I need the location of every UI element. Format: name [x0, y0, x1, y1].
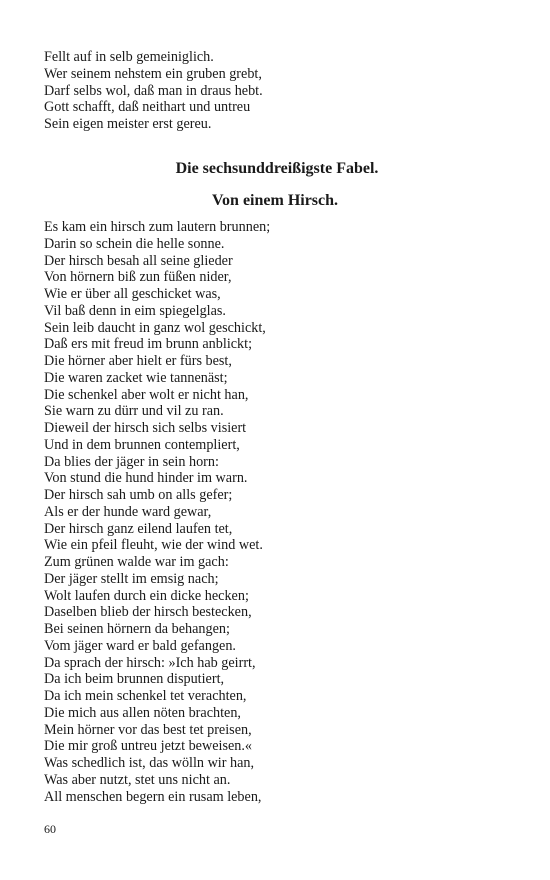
verse-line: Von stund die hund hinder im warn. [44, 470, 248, 487]
verse-line: Als er der hunde ward gewar, [44, 503, 212, 520]
verse-line: Daselben blieb der hirsch bestecken, [44, 604, 252, 621]
verse-line: Darf selbs wol, daß man in draus hebt. [44, 82, 263, 99]
verse-line: Zum grünen walde war im gach: [44, 554, 229, 570]
verse-line: Wie ein pfeil fleuht, wie der wind wet. [44, 537, 263, 554]
verse-line: Die hörner aber hielt er fürs best, [44, 353, 232, 369]
verse-line: Vil baß denn in eim spiegelglas. [44, 302, 226, 319]
verse-line: Der hirsch sah umb on alls gefer; [44, 487, 233, 503]
verse-line: Der hirsch besah all seine glieder [44, 252, 233, 269]
verse-line: Fellt auf in selb gemeiniglich. [44, 49, 214, 65]
verse-line: Da ich beim brunnen disputiert, [44, 671, 225, 688]
verse-line: Wolt laufen durch ein dicke hecken; [44, 587, 249, 604]
verse-line: All menschen begern ein rusam leben, [44, 788, 262, 805]
verse-line: Wie er über all geschicket was, [44, 286, 221, 302]
verse-line: Sein eigen meister erst gereu. [44, 116, 212, 132]
verse-line: Sein leib daucht in ganz wol geschickt, [44, 319, 266, 336]
intro-verse [44, 49, 514, 133]
verse-line: Der hirsch ganz eilend laufen tet, [44, 520, 233, 537]
verse-line: Vom jäger ward er bald gefangen. [44, 637, 236, 654]
verse-line: Und in dem brunnen contempliert, [44, 436, 240, 453]
verse-line: Da ich mein schenkel tet verachten, [44, 688, 247, 704]
verse-line: Sie warn zu dürr und vil zu ran. [44, 403, 224, 420]
fable-verse [44, 219, 514, 805]
verse-line: Gott schafft, daß neithart und untreu [44, 99, 251, 116]
fable-title: Die sechsunddreißigste Fabel. [175, 160, 379, 177]
verse-line: Die schenkel aber wolt er nicht han, [44, 386, 249, 403]
verse-line: Es kam ein hirsch zum lautern brunnen; [44, 219, 271, 235]
verse-line: Was schedlich ist, das wölln wir han, [44, 755, 255, 771]
verse-line: Darin so schein die helle sonne. [44, 235, 225, 252]
verse-line: Von hörnern biß zun füßen nider, [44, 269, 232, 286]
verse-line: Wer seinem nehstem ein gruben grebt, [44, 65, 262, 82]
page-number: 60 [44, 822, 56, 836]
verse-line: Da sprach der hirsch: »Ich hab geirrt, [44, 654, 256, 671]
verse-line: Dieweil der hirsch sich selbs visiert [44, 420, 247, 436]
verse-line: Da blies der jäger in sein horn: [44, 453, 219, 470]
fable-subtitle: Von einem Hirsch. [211, 192, 339, 209]
verse-line: Daß ers mit freud im brunn anblickt; [44, 336, 253, 353]
verse-line: Bei seinen hörnern da behangen; [44, 621, 230, 637]
verse-line: Was aber nutzt, stet uns nicht an. [44, 771, 231, 788]
verse-line: Der jäger stellt im emsig nach; [44, 570, 219, 587]
verse-line: Die mir groß untreu jetzt beweisen.« [44, 738, 253, 755]
verse-line: Die mich aus allen nöten brachten, [44, 704, 241, 721]
verse-line: Die waren zacket wie tannenäst; [44, 369, 228, 386]
verse-line: Mein hörner vor das best tet preisen, [44, 721, 252, 738]
